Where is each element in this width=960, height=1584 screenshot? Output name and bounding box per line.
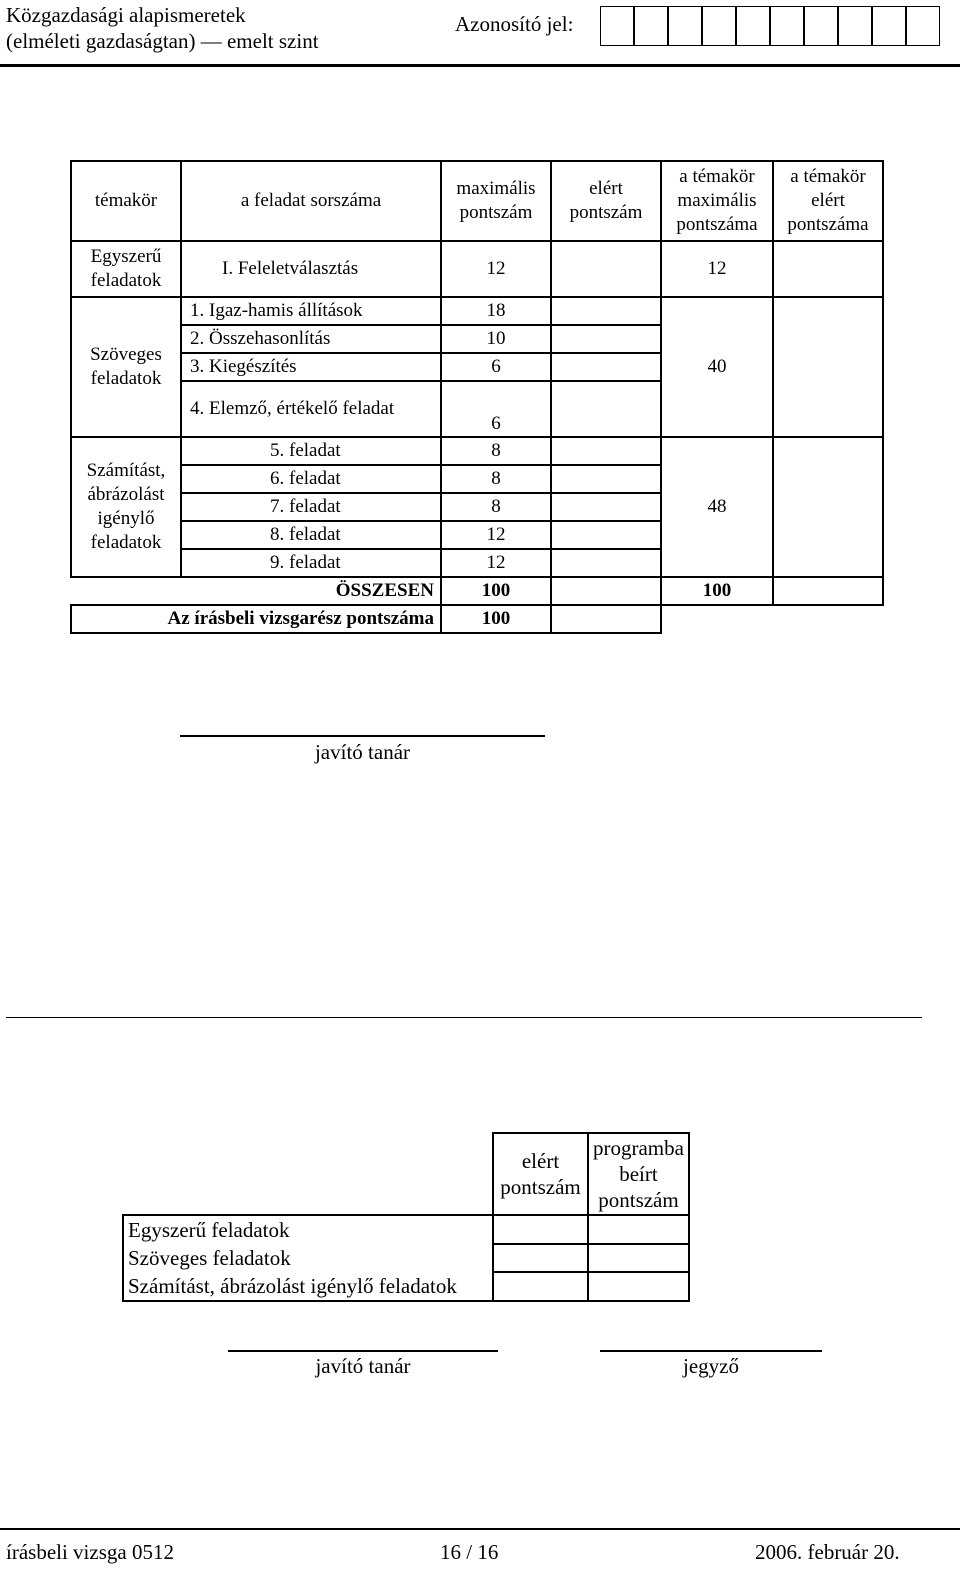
header-topic-achieved: a témakör elért pontszáma: [773, 161, 883, 241]
title-line-1: Közgazdasági alapismeretek: [6, 3, 246, 27]
header-rule: [0, 64, 960, 67]
footer-date: 2006. február 20.: [755, 1540, 900, 1564]
id-box[interactable]: [736, 6, 770, 46]
summary-row-label: Szöveges feladatok: [123, 1244, 493, 1272]
signature-line: [228, 1350, 498, 1352]
task-achieved-cell[interactable]: [551, 297, 661, 325]
task-max: 18: [441, 297, 551, 325]
task-name: 6. feladat: [181, 465, 441, 493]
title-line-2: (elméleti gazdaságtan) — emelt szint: [6, 29, 319, 53]
id-box[interactable]: [634, 6, 668, 46]
task-name: 5. feladat: [181, 437, 441, 465]
written-part-achieved-cell[interactable]: [551, 605, 661, 633]
topic-achieved-cell[interactable]: [773, 241, 883, 297]
task-achieved-cell[interactable]: [551, 493, 661, 521]
written-part-max: 100: [441, 605, 551, 633]
task-achieved-cell[interactable]: [551, 437, 661, 465]
header-achieved-points: elért pontszám: [551, 161, 661, 241]
header-topic-max: a témakör maximális pontszáma: [661, 161, 773, 241]
id-box[interactable]: [804, 6, 838, 46]
task-max: 8: [441, 437, 551, 465]
task-max: 8: [441, 493, 551, 521]
task-max: 6: [441, 381, 551, 437]
footer-rule: [0, 1528, 960, 1530]
group-label-calc: Számítást, ábrázolást igénylő feladatok: [71, 437, 181, 577]
id-box[interactable]: [906, 6, 940, 46]
total-topic-achieved-cell[interactable]: [773, 577, 883, 605]
topic-max: 40: [661, 297, 773, 437]
task-name: 3. Kiegészítés: [181, 353, 441, 381]
signature-line: [600, 1350, 822, 1352]
summary-header-entered: programba beírt pontszám: [588, 1133, 689, 1215]
id-box[interactable]: [872, 6, 906, 46]
group-label-text: Szöveges feladatok: [71, 297, 181, 437]
task-achieved-cell[interactable]: [551, 465, 661, 493]
task-achieved-cell[interactable]: [551, 241, 661, 297]
summary-achieved-cell[interactable]: [493, 1244, 588, 1272]
task-name: I. Feleletválasztás: [181, 241, 441, 297]
task-achieved-cell[interactable]: [551, 353, 661, 381]
header-max-points: maximális pontszám: [441, 161, 551, 241]
summary-table: [122, 1132, 690, 1302]
total-max: 100: [441, 577, 551, 605]
document-title: [6, 2, 319, 54]
topic-achieved-cell[interactable]: [773, 297, 883, 437]
task-name: 9. feladat: [181, 549, 441, 577]
topic-max: 48: [661, 437, 773, 577]
summary-achieved-cell[interactable]: [493, 1272, 588, 1301]
written-part-label: Az írásbeli vizsgarész pontszáma: [71, 605, 441, 633]
task-max: 12: [441, 241, 551, 297]
id-box[interactable]: [600, 6, 634, 46]
group-label-simple: Egyszerű feladatok: [71, 241, 181, 297]
task-max: 12: [441, 549, 551, 577]
task-achieved-cell[interactable]: [551, 549, 661, 577]
footer-page-number: 16 / 16: [440, 1540, 499, 1564]
signature-label-registrar: jegyző: [683, 1354, 739, 1378]
signature-label-corrector: javító tanár: [315, 1354, 411, 1378]
summary-achieved-cell[interactable]: [493, 1215, 588, 1244]
summary-entered-cell[interactable]: [588, 1272, 689, 1301]
task-name: 8. feladat: [181, 521, 441, 549]
task-max: 8: [441, 465, 551, 493]
task-max: 12: [441, 521, 551, 549]
task-name: 1. Igaz-hamis állítások: [181, 297, 441, 325]
total-label: ÖSSZESEN: [71, 577, 441, 605]
task-achieved-cell[interactable]: [551, 325, 661, 353]
total-achieved-cell[interactable]: [551, 577, 661, 605]
summary-row-label: Számítást, ábrázolást igénylő feladatok: [123, 1272, 493, 1301]
header-task-number: a feladat sorszáma: [181, 161, 441, 241]
signature-label-corrector: javító tanár: [314, 740, 411, 764]
id-box[interactable]: [668, 6, 702, 46]
header-topic: témakör: [71, 161, 181, 241]
summary-entered-cell[interactable]: [588, 1244, 689, 1272]
id-box[interactable]: [838, 6, 872, 46]
task-achieved-cell[interactable]: [551, 521, 661, 549]
id-box[interactable]: [770, 6, 804, 46]
scoring-table: [70, 160, 884, 634]
total-topic-max: 100: [661, 577, 773, 605]
task-max: 10: [441, 325, 551, 353]
signature-line: [180, 735, 545, 737]
summary-entered-cell[interactable]: [588, 1215, 689, 1244]
task-name: 2. Összehasonlítás: [181, 325, 441, 353]
topic-max: 12: [661, 241, 773, 297]
section-separator: [6, 1017, 922, 1018]
task-max: 6: [441, 353, 551, 381]
topic-achieved-cell[interactable]: [773, 437, 883, 577]
task-name: 4. Elemző, értékelő feladat: [181, 381, 441, 437]
task-achieved-cell[interactable]: [551, 381, 661, 437]
summary-row-label: Egyszerű feladatok: [123, 1215, 493, 1244]
id-box[interactable]: [702, 6, 736, 46]
summary-header-achieved: elért pontszám: [493, 1133, 588, 1215]
footer-exam-code: írásbeli vizsga 0512: [6, 1540, 174, 1564]
id-label: Azonosító jel:: [455, 12, 574, 36]
task-name: 7. feladat: [181, 493, 441, 521]
